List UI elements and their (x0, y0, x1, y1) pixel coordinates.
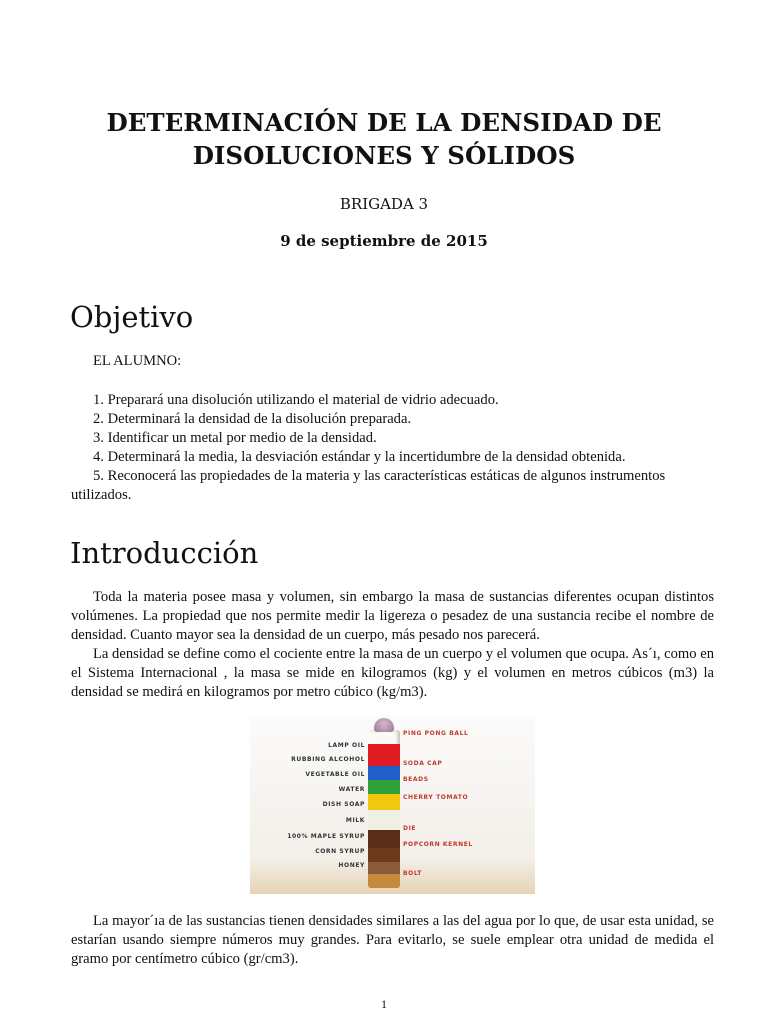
label-vegetable-oil: VEGETABLE OIL (305, 771, 365, 778)
label-corn-syrup: CORN SYRUP (315, 848, 365, 855)
brigada: BRIGADA 3 (339, 195, 429, 213)
label-bolt: BOLT (403, 870, 422, 877)
layer-honey (368, 874, 400, 888)
page-number: 1 (381, 997, 387, 1011)
layer-vegetable-oil (368, 780, 400, 794)
list-item: 1. Preparará una disolución utilizando el material de vidrio adecuado. (93, 392, 499, 408)
label-ping-pong-ball: PING PONG BALL (403, 730, 469, 737)
layer-lamp-oil (368, 744, 400, 766)
introduccion-closing (71, 912, 714, 969)
list-item: 5. Reconocerá las propiedades de la materia y las características estáticas de algunos instrumentos utilizados. (71, 468, 666, 503)
layer-corn-syrup (368, 862, 400, 874)
title-line-2: DISOLUCIONES Y SÓLIDOS (192, 141, 576, 170)
list-item: 4. Determinará la media, la desviación estándar y la incertidumbre de la densidad obtenida. (93, 449, 626, 465)
label-beads: BEADS (403, 776, 429, 783)
layer-water (368, 794, 400, 810)
label-die: DIE (403, 825, 417, 832)
objetivo-intro: EL ALUMNO: (93, 353, 182, 369)
list-item: 2. Determinará la densidad de la disolución preparada. (93, 411, 412, 427)
label-popcorn-kernel: POPCORN KERNEL (403, 841, 473, 848)
section-heading-objetivo: Objetivo (70, 300, 194, 334)
objetivo-list (71, 391, 714, 505)
label-dish-soap: DISH SOAP (322, 801, 365, 808)
paragraph: La mayor´ıa de las sustancias tienen densidades similares a las del agua por lo que, de usar esta unidad, se estarían usando siempre números muy grandes. Para evitarlo, se suele emplear otra unidad de medida el gramo por centímetro cúbico (gr/cm3). (71, 913, 714, 967)
label-honey: HONEY (338, 862, 365, 869)
label-rubbing-alcohol: RUBBING ALCOHOL (291, 756, 365, 763)
ping-pong-ball (374, 718, 394, 732)
layer-dish-soap (368, 810, 400, 830)
label-cherry-tomato: CHERRY TOMATO (403, 794, 469, 801)
document-date: 9 de septiembre de 2015 (280, 232, 488, 250)
section-heading-introduccion: Introducción (70, 536, 259, 570)
document-title (40, 106, 728, 172)
label-water: WATER (338, 786, 365, 793)
label-lamp-oil: LAMP OIL (328, 742, 365, 749)
paragraph: Toda la materia posee masa y volumen, sin embargo la masa de sustancias diferentes ocupan distintos volúmenes. La propiedad que nos permite medir la ligereza o pesadez de una sustancia recibe el nombre de densidad. Cuanto mayor sea la densidad de un cuerpo, más pesado nos parecerá. (71, 589, 714, 643)
label-maple-syrup: 100% MAPLE SYRUP (287, 833, 365, 840)
label-milk: MILK (345, 817, 365, 824)
layer-rubbing-alcohol (368, 766, 400, 780)
title-line-1: DETERMINACIÓN DE LA DENSIDAD DE (106, 108, 662, 137)
list-item: 3. Identificar un metal por medio de la densidad. (93, 430, 377, 446)
label-soda-cap: SODA CAP (403, 760, 443, 767)
paragraph: La densidad se define como el cociente entre la masa de un cuerpo y el volumen que ocupa. As´ı, como en el Sistema Internacional , la masa se mide en kilogramos (kg) y el volumen en metros cúbicos (m3) la densidad se medirá en kilogramos por metro cúbico (kg/m3). (71, 646, 714, 700)
density-column (368, 730, 400, 888)
introduccion-body (71, 588, 714, 702)
layer-maple-syrup (368, 848, 400, 862)
density-column-figure (250, 716, 535, 894)
layer-milk (368, 830, 400, 848)
